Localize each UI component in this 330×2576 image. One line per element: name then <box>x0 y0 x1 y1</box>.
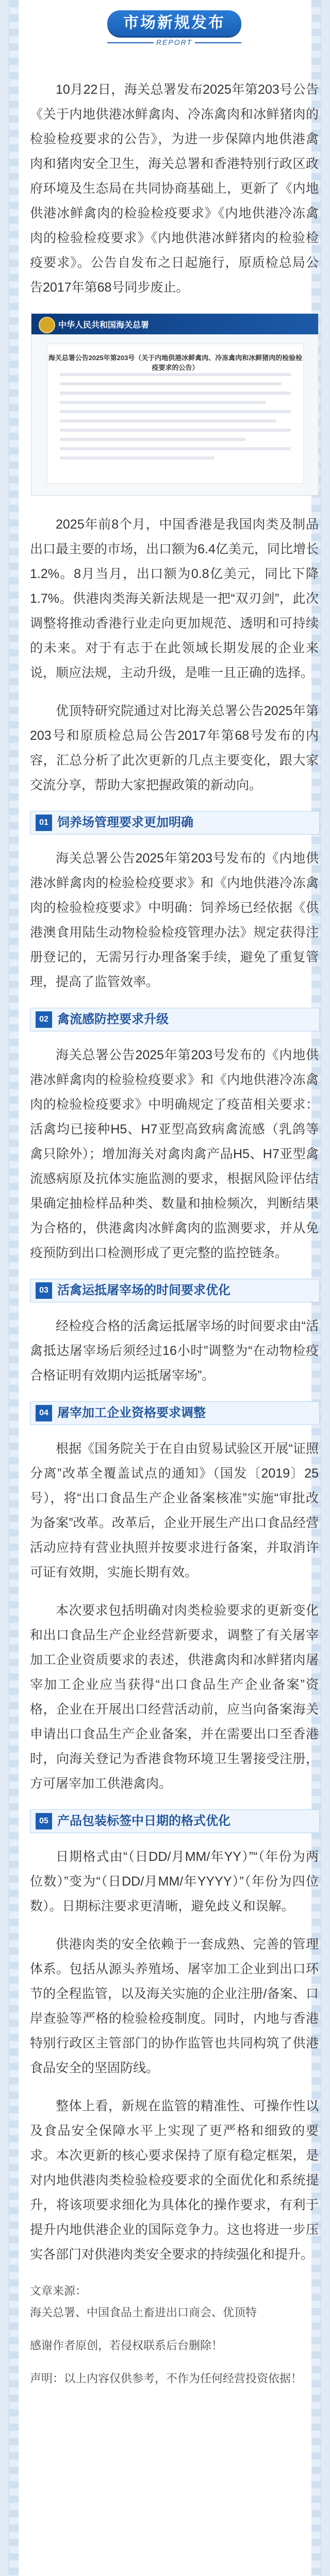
document-text-line <box>60 447 291 450</box>
document-text-line <box>60 419 276 422</box>
document-text-line <box>60 429 291 432</box>
background-paragraph-1: 2025年前8个月，中国香港是我国肉类及制品出口最主要的市场，出口额为6.4亿美元，同比增长1.2%。8月当月，出口额为0.8亿美元，同比下降1.7%。供港肉类海关新法规是一把“双刃剑”，此次调整将推动香港行业走向更加规范、透明和可持续的未来。对于有志于在此领域长期发展的企业来说，顺应法规，主动升级，是唯一且正确的选择。 <box>30 517 319 680</box>
gov-site-name: 中华人民共和国海关总署 <box>58 321 150 330</box>
section-04-paragraph-2: 本次要求包括明确对肉类检验要求的更新变化和出口食品生产企业经营新要求，调整了有关屠宰加工企业资质要求的表述，供港禽肉和冰鲜猪肉屠宰加工企业应当获得“出口食品生产企业备案”资格，企业在开展出口经营活动前，应当向备案海关申请出口食品生产企业备案，并在需要出口至香港时，向海关登记为香港食物环境卫生署接受注册，方可屠宰加工供港禽肉。 <box>30 1603 319 1791</box>
document-text-line <box>60 373 291 376</box>
section-01-paragraph: 海关总署公告2025年第203号发布的《内地供港冰鲜禽肉的检验检疫要求》和《内地供港冷冻禽肉的检验检疫要求》中明确：饲养场已经依据《供港澳食用陆生动物检验检疫管理办法》规定获得注册登记的，无需另行办理备案手续，避免了重复管理，提高了监管效率。 <box>30 851 319 989</box>
header-banner <box>87 10 262 44</box>
section-header-03 <box>30 1279 320 1302</box>
section-title: 活禽运抵屠宰场的时间要求优化 <box>57 1283 230 1297</box>
source-line <box>30 2280 319 2324</box>
section-02-paragraph: 海关总署公告2025年第203号发布的《内地供港冰鲜禽肉的检验检疫要求》和《内地供港冷冻禽肉的检验检疫要求》中明确规定了疫苗相关要求：活禽均已接种H5、H7亚型高致病禽流感（乳鸽等禽只除外）；增加海关对禽肉禽产品H5、H7亚型禽流感病原及抗体实施监测的要求，根据风险评估结果确定抽检样品种类、数量和抽检频次，判断结果为合格的，供港禽肉冰鲜禽肉的监测要求，并从免疫预防到出口检测形成了更完整的监控链条。 <box>30 1048 319 1260</box>
section-header-01 <box>30 811 320 835</box>
left-decor-stripe <box>9 0 19 2576</box>
disclaimer-line: 声明：以上内容仅供参考，不作为任何经营投资依据！ <box>30 2372 303 2385</box>
article-page <box>9 0 321 2576</box>
section-number: 02 <box>36 1011 52 1028</box>
section-05-paragraph-1: 日期格式由“（日DD/月MM/年YY）”“（年份为两位数）”变为“（日DD/月MM/年YYYY）”（年份为四位数）。日期标注要求更清晰，避免歧义和误解。 <box>30 1850 319 1913</box>
section-title: 禽流感防控要求升级 <box>57 1012 169 1026</box>
document-text-line <box>60 456 214 460</box>
section-title: 屠宰加工企业资格要求调整 <box>57 1406 206 1420</box>
article-closing <box>30 2280 319 2389</box>
section-header-04 <box>30 1401 320 1425</box>
document-text-line <box>60 438 245 441</box>
article-content <box>30 77 319 2401</box>
section-number: 04 <box>36 1405 52 1421</box>
section-number: 01 <box>36 815 52 831</box>
intro-paragraph: 10月22日，海关总署发布2025年第203号公告《关于内地供港冰鲜禽肉、冷冻禽肉和冰鲜猪肉的检验检疫要求的公告》，为进一步保障内地供港禽肉和猪肉安全卫生，海关总署和香港特别行政区政府环境及生态局在共同协商基础上，更新了《内地供港冰鲜禽肉的检验检疫要求》《内地供港冷冻禽肉的检验检疫要求》《内地供港冰鲜猪肉的检验检疫要求》。公告自发布之日起施行，原质检总局公告2017年第68号同步废止。 <box>30 82 319 295</box>
document-heading: 海关总署公告2025年第203号（关于内地供港冰鲜禽肉、冷冻禽肉和冰鲜猪肉的检验检疫要求的公告） <box>48 354 303 371</box>
national-emblem-icon <box>39 317 55 333</box>
official-document-image[interactable] <box>31 313 319 496</box>
section-05-paragraph-3: 整体上看，新规在监管的精准性、可操作性以及食品安全保障水平上实现了更严格和细致的要求。本次更新的核心要求保持了原有稳定框架，是对内地供港肉类检验检疫要求的全面优化和系统提升，将该项要求细化为具体化的操作要求，有利于提升内地供港企业的国际竞争力。这也将进一步压实各部门对供港肉类安全要求的持续强化和提升。 <box>30 2099 319 2262</box>
thanks-line: 感谢作者原创，若侵权联系后台删除！ <box>30 2339 223 2352</box>
header-subtitle: REPORT <box>156 38 193 46</box>
source-label: 文章来源： <box>30 2284 87 2297</box>
section-title: 饲养场管理要求更加明确 <box>57 816 193 829</box>
section-header-05 <box>30 1809 320 1833</box>
section-number: 03 <box>36 1282 52 1299</box>
document-text-line <box>60 392 291 395</box>
section-03-paragraph: 经检疫合格的活禽运抵屠宰场的时间要求由“活禽抵达屠宰场后须经过16小时”调整为“在动物检疫合格证明有效期内运抵屠宰场”。 <box>30 1319 319 1383</box>
document-text-line <box>60 401 266 404</box>
section-05-paragraph-2: 供港肉类的安全依赖于一套成熟、完善的管理体系。包括从源头养殖场、屠宰加工企业到出口环节的全程监管，以及海关实施的企业注册/备案、口岸查验等严格的检验检疫制度。同时，内地与香港特别行政区主管部门的协作监管也共同构筑了供港食品安全的坚固防线。 <box>30 1937 319 2075</box>
source-text: 海关总署、中国食品土畜进出口商会、优顶特 <box>30 2306 257 2319</box>
section-04-paragraph-1: 根据《国务院关于在自由贸易试验区开展“证照分离”改革全覆盖试点的通知》（国发〔2019〕25号），将“出口食品生产企业备案核准”实施“审批改为备案”改革。改革后，企业开展生产出口食品经营活动应持有营业执照并按要求进行备案，并取消许可证有效期，实施长期有效。 <box>30 1442 319 1580</box>
section-header-02 <box>30 1008 320 1031</box>
document-text-line <box>60 382 282 385</box>
document-sheet <box>47 344 304 484</box>
background-paragraph-2: 优顶特研究院通过对比海关总署公告2025年第203号和原质检总局公告2017年第68号发布的内容，汇总分析了此次更新的几点主要变化，跟大家交流分享，帮助大家把握政策的新动向。 <box>30 704 319 792</box>
section-title: 产品包装标签中日期的格式优化 <box>57 1814 230 1828</box>
section-number: 05 <box>36 1813 52 1829</box>
document-text-line <box>60 410 291 413</box>
subtitle-divider-right <box>195 42 241 43</box>
header-title: 市场新规发布 <box>123 14 225 31</box>
